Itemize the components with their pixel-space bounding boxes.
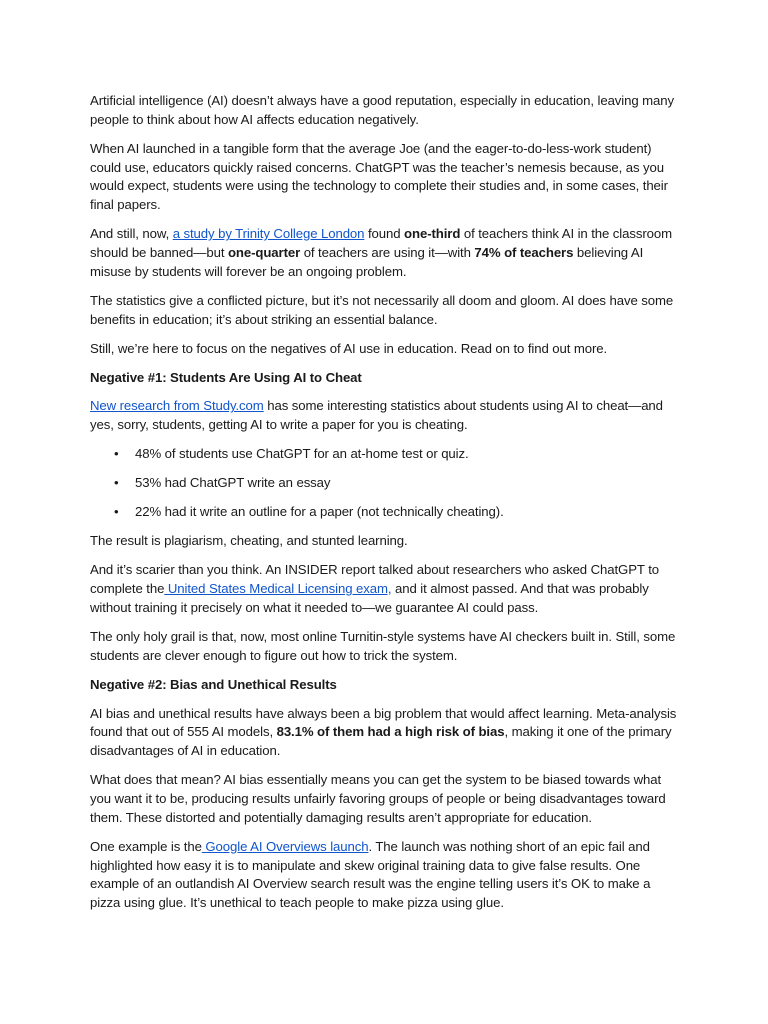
heading-negative-2: Negative #2: Bias and Unethical Results bbox=[90, 676, 337, 692]
text-run: AI bias and unethical results have always been a big problem that would affect learning. Meta-analysis found that out of 555 AI models, bbox=[90, 705, 677, 740]
usmle-link[interactable]: United States Medical Licensing exam, bbox=[164, 581, 392, 596]
paragraph-meta-analysis bbox=[90, 705, 680, 761]
text-run: And still, now, bbox=[90, 226, 173, 242]
text-run: , making it one of the primary disadvantages of AI in education. bbox=[90, 724, 672, 759]
heading-negative-1: Negative #1: Students Are Using AI to Cheat bbox=[90, 369, 362, 385]
bold-one-quarter: one-quarter bbox=[227, 244, 301, 260]
trinity-study-link[interactable]: a study by Trinity College London bbox=[172, 226, 365, 242]
paragraph-result: The result is plagiarism, cheating, and stunted learning. bbox=[90, 533, 408, 549]
document-body bbox=[90, 92, 680, 923]
bold-74-percent: 74% of teachers bbox=[474, 244, 574, 260]
paragraph-conflicted-picture: The statistics give a conflicted picture, but it’s not necessarily all doom and gloom. AI does have some benefits in education; it’s about striking an essential balance. bbox=[90, 292, 674, 327]
study-com-link[interactable]: New research from Study.com bbox=[90, 398, 264, 414]
bold-one-third: one-third bbox=[404, 226, 461, 242]
paragraph-trinity-study bbox=[90, 225, 680, 281]
paragraph-study-com bbox=[90, 397, 680, 435]
text-run: One example is the bbox=[90, 838, 202, 854]
bold-83-percent: 83.1% of them had a high risk of bias bbox=[276, 724, 505, 740]
paragraph-focus: Still, we’re here to focus on the negatives of AI use in education. Read on to find out more. bbox=[90, 340, 608, 356]
stats-list bbox=[90, 445, 680, 522]
paragraph-insider-report bbox=[90, 561, 680, 617]
paragraph-intro: Artificial intelligence (AI) doesn’t always have a good reputation, especially in education, leaving many people to think about how AI affects education negatively. bbox=[90, 93, 675, 127]
list-item: • 53% had ChatGPT write an essay bbox=[135, 474, 680, 493]
list-item: • 48% of students use ChatGPT for an at-home test or quiz. bbox=[135, 445, 680, 464]
paragraph-launch: When AI launched in a tangible form that the average Joe (and the eager-to-do-less-work student) could use, educators quickly raised concerns. ChatGPT was the teacher’s nemesis because, as you would expect, students were using the technology to complete their studies and, in some cases, their final papers. bbox=[90, 140, 668, 213]
text-run: found bbox=[364, 226, 405, 242]
text-run: . The launch was nothing short of an epic fail and highlighted how easy it is to manipulate and skew original training data to give false results. One example of an outlandish AI Overview search result was the engine telling users it’s OK to make a pizza using glue. It’s unethical to teach people to make pizza using glue. bbox=[90, 838, 651, 911]
text-run: And it’s scarier than you think. An INSIDER report talked about researchers who asked ChatGPT to complete the bbox=[90, 562, 659, 596]
text-run: has some interesting statistics about students using AI to cheat—and yes, sorry, students, getting AI to write a paper for you is cheating. bbox=[90, 398, 663, 433]
text-run: believing AI misuse by students will forever be an ongoing problem. bbox=[90, 244, 644, 279]
text-run: and it almost passed. And that was probably without training it precisely on what it needed to—we guarantee AI could pass. bbox=[90, 581, 649, 615]
text-run: of teachers think AI in the classroom should be banned—but bbox=[90, 226, 672, 260]
paragraph-google-overviews bbox=[90, 838, 680, 913]
list-item: • 22% had it write an outline for a paper (not technically cheating). bbox=[135, 503, 680, 522]
paragraph-ai-bias: What does that mean? AI bias essentially means you can get the system to be biased towards what you want it to be, producing results unfairly favoring groups of people or being disadvantages toward them. These distorted and potentially damaging results aren’t appropriate for education. bbox=[90, 772, 666, 825]
text-run: of teachers are using it—with bbox=[300, 244, 475, 260]
google-overviews-link[interactable]: Google AI Overviews launch bbox=[201, 838, 369, 854]
paragraph-turnitin: The only holy grail is that, now, most online Turnitin-style systems have AI checkers built in. Still, some students are clever enough to figure out how to trick the system. bbox=[90, 628, 676, 663]
